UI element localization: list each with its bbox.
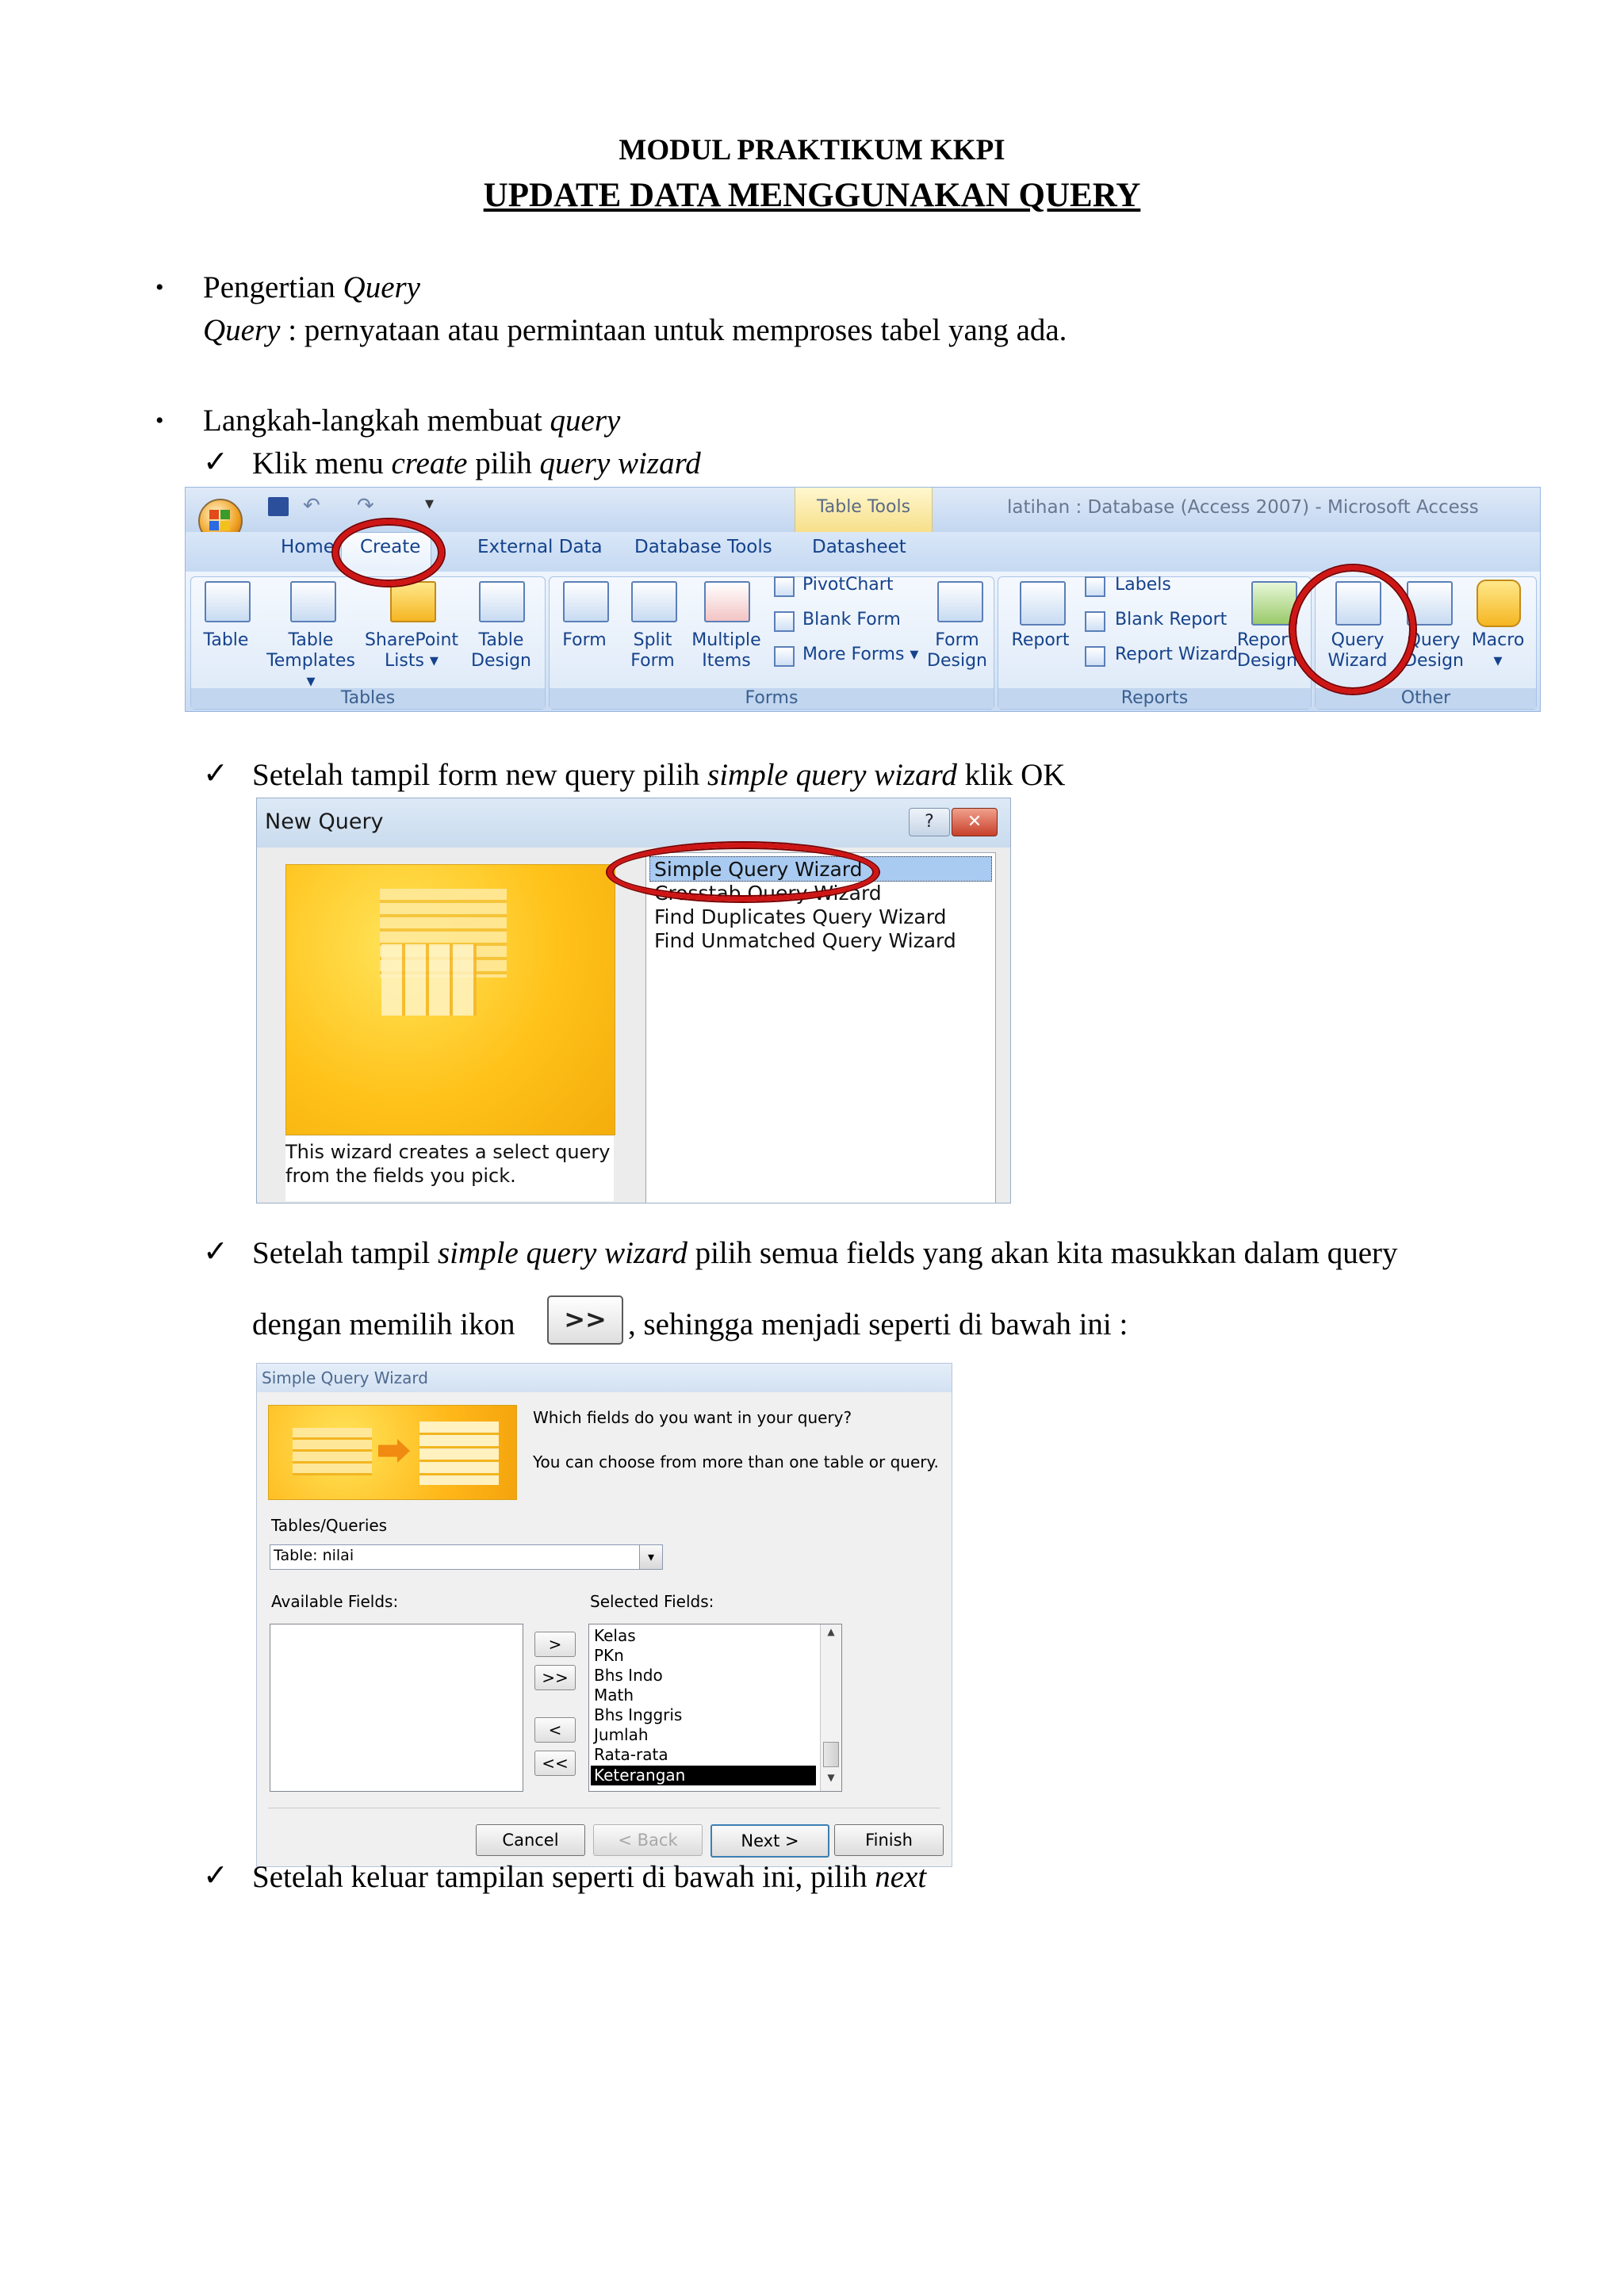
tables-queries-select[interactable]: [270, 1544, 663, 1570]
selected-field-item[interactable]: Math: [594, 1686, 634, 1705]
split-form-line2: Form: [630, 651, 675, 671]
finish-button[interactable]: Finish: [834, 1824, 944, 1856]
split-form-button[interactable]: [619, 630, 687, 672]
sqw-title: Simple Query Wizard: [262, 1368, 428, 1387]
list-item-simple-query[interactable]: Simple Query Wizard: [654, 858, 863, 881]
list-item-crosstab[interactable]: Crosstab Query Wizard: [654, 882, 882, 905]
tab-create[interactable]: Create: [360, 537, 421, 557]
contextual-tab-group: [795, 488, 933, 532]
section2-heading-plain: Langkah-langkah membuat: [203, 404, 550, 438]
group-reports-label: Reports: [998, 688, 1311, 709]
available-fields-list[interactable]: [270, 1624, 523, 1792]
query-design-line1: Query: [1407, 630, 1461, 650]
source-grid-icon: [293, 1428, 372, 1475]
form-button[interactable]: [550, 630, 619, 651]
table-design-line2: Design: [471, 651, 531, 671]
pivotchart-icon: [774, 576, 795, 597]
add-all-fields-button[interactable]: >>: [534, 1665, 576, 1690]
add-field-button[interactable]: >: [534, 1632, 576, 1657]
macro-line2: ▾: [1493, 651, 1503, 671]
selected-field-item[interactable]: PKn: [594, 1646, 624, 1665]
table-button[interactable]: [190, 630, 262, 651]
check-icon: ✓: [203, 446, 228, 479]
table-templates-button[interactable]: [262, 630, 360, 692]
split-form-icon: [631, 581, 677, 622]
form-design-button[interactable]: [921, 630, 993, 672]
multiple-items-line2: Items: [702, 651, 751, 671]
report-wizard-icon: [1085, 646, 1105, 667]
highlight-create-tab: [333, 519, 444, 586]
target-grid-icon: [419, 1422, 499, 1485]
table-templates-line2: Templates ▾: [266, 651, 355, 691]
selected-field-item[interactable]: Bhs Inggris: [594, 1705, 683, 1724]
step3-d: dengan memilih ikon: [252, 1307, 515, 1341]
table-design-button[interactable]: [463, 630, 539, 672]
group-other-label: Other: [1316, 688, 1536, 709]
form-design-line1: Form: [935, 630, 979, 650]
form-design-line2: Design: [927, 651, 987, 671]
close-button[interactable]: ✕: [952, 808, 998, 836]
pivotchart-button[interactable]: PivotChart: [802, 575, 894, 595]
description-box: [285, 1136, 614, 1201]
description-line2: from the fields you pick.: [285, 1165, 516, 1187]
blank-report-icon: [1085, 611, 1105, 632]
macro-icon: [1477, 580, 1521, 627]
step3-b: simple query wizard: [437, 1236, 688, 1270]
selected-fields-label: Selected Fields:: [590, 1592, 714, 1611]
step1-text: [252, 446, 701, 481]
highlight-query-wizard: [1290, 565, 1415, 694]
sqw-illustration: [268, 1405, 517, 1500]
report-button[interactable]: Report: [1011, 630, 1070, 650]
next-button[interactable]: Next >: [710, 1824, 829, 1858]
tab-datasheet[interactable]: Datasheet: [812, 537, 906, 557]
report-design-line2: Design: [1237, 651, 1297, 671]
redo-icon[interactable]: ↷: [357, 494, 374, 518]
doc-title: MODUL PRAKTIKUM KKPI: [619, 134, 1005, 166]
check-icon: ✓: [203, 1859, 228, 1892]
selected-field-item[interactable]: Keterangan: [594, 1766, 686, 1785]
remove-field-button[interactable]: <: [534, 1717, 576, 1743]
table-icon: [205, 581, 251, 622]
step2-a: Setelah tampil form new query pilih: [252, 758, 708, 792]
selected-field-item[interactable]: Rata-rata: [594, 1745, 668, 1764]
back-button[interactable]: < Back: [593, 1824, 703, 1856]
office-logo-icon: [209, 521, 219, 530]
section1-heading-italic: Query: [343, 270, 420, 304]
doc-subtitle: UPDATE DATA MENGGUNAKAN QUERY: [483, 177, 1141, 214]
report-icon: [1020, 581, 1066, 626]
check-icon: ✓: [203, 757, 228, 790]
contextual-tab-label: Table Tools: [816, 497, 911, 517]
bullet-1: •: [155, 274, 164, 300]
definition-text: : pernyataan atau permintaan untuk memproses tabel yang ada.: [280, 313, 1067, 347]
scroll-up-icon[interactable]: ▲: [827, 1626, 835, 1637]
office-logo-icon: [220, 521, 230, 530]
group-tables-label: Tables: [191, 688, 545, 709]
simple-query-wizard: [256, 1363, 952, 1867]
save-icon[interactable]: [268, 497, 289, 516]
wizard-list[interactable]: [645, 852, 996, 1203]
new-query-dialog: [256, 798, 1011, 1203]
access-ribbon: [185, 487, 1541, 712]
section2-heading-italic: query: [550, 404, 621, 438]
selected-field-item[interactable]: Jumlah: [594, 1725, 649, 1744]
form-icon: [563, 581, 609, 622]
qat-customize-icon[interactable]: ▾: [425, 494, 435, 514]
step3-e: , sehingga menjadi seperti di bawah ini :: [628, 1307, 1128, 1341]
arrow-right-icon: [378, 1439, 410, 1463]
step4-text: [252, 1859, 926, 1895]
step2-text: [252, 757, 1065, 793]
step1-c: pilih: [467, 446, 540, 480]
available-fields-label: Available Fields:: [271, 1592, 399, 1611]
step1-b: create: [391, 446, 468, 480]
chevron-down-icon[interactable]: ▾: [639, 1545, 662, 1569]
tables-queries-value: Table: nilai: [274, 1547, 354, 1564]
scroll-thumb[interactable]: [823, 1742, 839, 1767]
step4-a: Setelah keluar tampilan seperti di bawah ini, pilih: [252, 1860, 875, 1894]
definition-term: Query: [203, 313, 281, 347]
table-templates-icon: [290, 581, 336, 622]
tab-home[interactable]: Home: [281, 537, 335, 557]
bullet-2: •: [155, 408, 164, 434]
macro-line1: Macro: [1471, 630, 1525, 650]
labels-button[interactable]: Labels: [1115, 575, 1171, 595]
multiple-items-icon: [704, 581, 750, 622]
tab-external-data[interactable]: External Data: [477, 537, 603, 557]
blank-form-icon: [774, 611, 795, 632]
sqw-question: Which fields do you want in your query?: [533, 1408, 852, 1427]
table-templates-line1: Table: [288, 630, 334, 650]
add-all-icon: >>: [547, 1295, 623, 1345]
scrollbar[interactable]: [820, 1624, 841, 1791]
step4-b: next: [875, 1860, 927, 1894]
macro-button[interactable]: [1465, 630, 1530, 672]
table-design-icon: [479, 581, 525, 622]
section2-heading: [203, 403, 620, 438]
step3-c: pilih semua fields yang akan kita masukkan dalam query: [687, 1236, 1398, 1270]
tables-queries-label: Tables/Queries: [271, 1516, 388, 1535]
wizard-illustration: [285, 864, 615, 1135]
more-forms-icon: [774, 646, 795, 667]
scroll-down-icon[interactable]: ▼: [827, 1772, 835, 1783]
step2-c: klik OK: [956, 758, 1066, 792]
labels-icon: [1085, 576, 1105, 597]
form-line1: Form: [562, 630, 607, 650]
sharepoint-line2: Lists ▾: [385, 651, 439, 671]
multiple-items-line1: Multiple: [691, 630, 761, 650]
step3-a: Setelah tampil: [252, 1236, 438, 1270]
report-wizard-button[interactable]: Report Wizard: [1115, 645, 1238, 664]
table-design-line1: Table: [478, 630, 524, 650]
query-wizard-line2: Wizard: [1327, 651, 1388, 671]
multiple-items-button[interactable]: [688, 630, 764, 672]
office-logo-icon: [209, 510, 219, 519]
query-wizard-line1: Query: [1331, 630, 1385, 650]
selected-field-item[interactable]: Kelas: [594, 1626, 636, 1645]
window-title: latihan : Database (Access 2007) - Microsoft Access: [1007, 497, 1479, 518]
section1-heading-plain: Pengertian: [203, 270, 343, 304]
sqw-hint: You can choose from more than one table or query.: [533, 1452, 939, 1471]
step1-d: query wizard: [539, 446, 701, 480]
selected-field-item[interactable]: Bhs Indo: [594, 1666, 663, 1685]
section1-heading: [203, 270, 420, 305]
section1-definition: [203, 312, 1067, 348]
undo-icon[interactable]: ↶: [303, 494, 320, 518]
remove-all-fields-button[interactable]: <<: [534, 1751, 576, 1776]
check-icon: ✓: [203, 1235, 228, 1269]
form-design-icon: [937, 581, 983, 622]
more-forms-button[interactable]: More Forms ▾: [802, 645, 919, 664]
tab-database-tools[interactable]: Database Tools: [634, 537, 772, 557]
cancel-button[interactable]: Cancel: [476, 1824, 585, 1856]
report-design-line1: Report: [1237, 630, 1295, 650]
office-logo-icon: [220, 510, 230, 519]
selected-fields-list[interactable]: [588, 1624, 842, 1792]
new-query-title: New Query: [265, 809, 384, 834]
list-item-find-duplicates[interactable]: Find Duplicates Query Wizard: [654, 905, 947, 928]
illustration-grid-icon: [381, 944, 477, 1016]
sharepoint-line1: SharePoint: [364, 630, 459, 650]
group-forms-label: Forms: [550, 688, 994, 709]
split-form-line1: Split: [633, 630, 672, 650]
list-item-find-unmatched[interactable]: Find Unmatched Query Wizard: [654, 929, 956, 952]
step2-b: simple query wizard: [707, 758, 957, 792]
table-button-line1: Table: [203, 630, 249, 650]
highlight-simple-query: [607, 843, 879, 901]
blank-form-button[interactable]: Blank Form: [802, 610, 901, 629]
help-button[interactable]: ?: [909, 808, 950, 836]
query-design-line2: Design: [1404, 651, 1464, 671]
sharepoint-lists-icon: [390, 581, 436, 622]
sharepoint-lists-button[interactable]: [362, 630, 462, 672]
step3-text-line1: [252, 1235, 1398, 1271]
description-line1: This wizard creates a select query: [285, 1141, 611, 1163]
blank-report-button[interactable]: Blank Report: [1115, 610, 1228, 629]
step1-a: Klik menu: [252, 446, 392, 480]
